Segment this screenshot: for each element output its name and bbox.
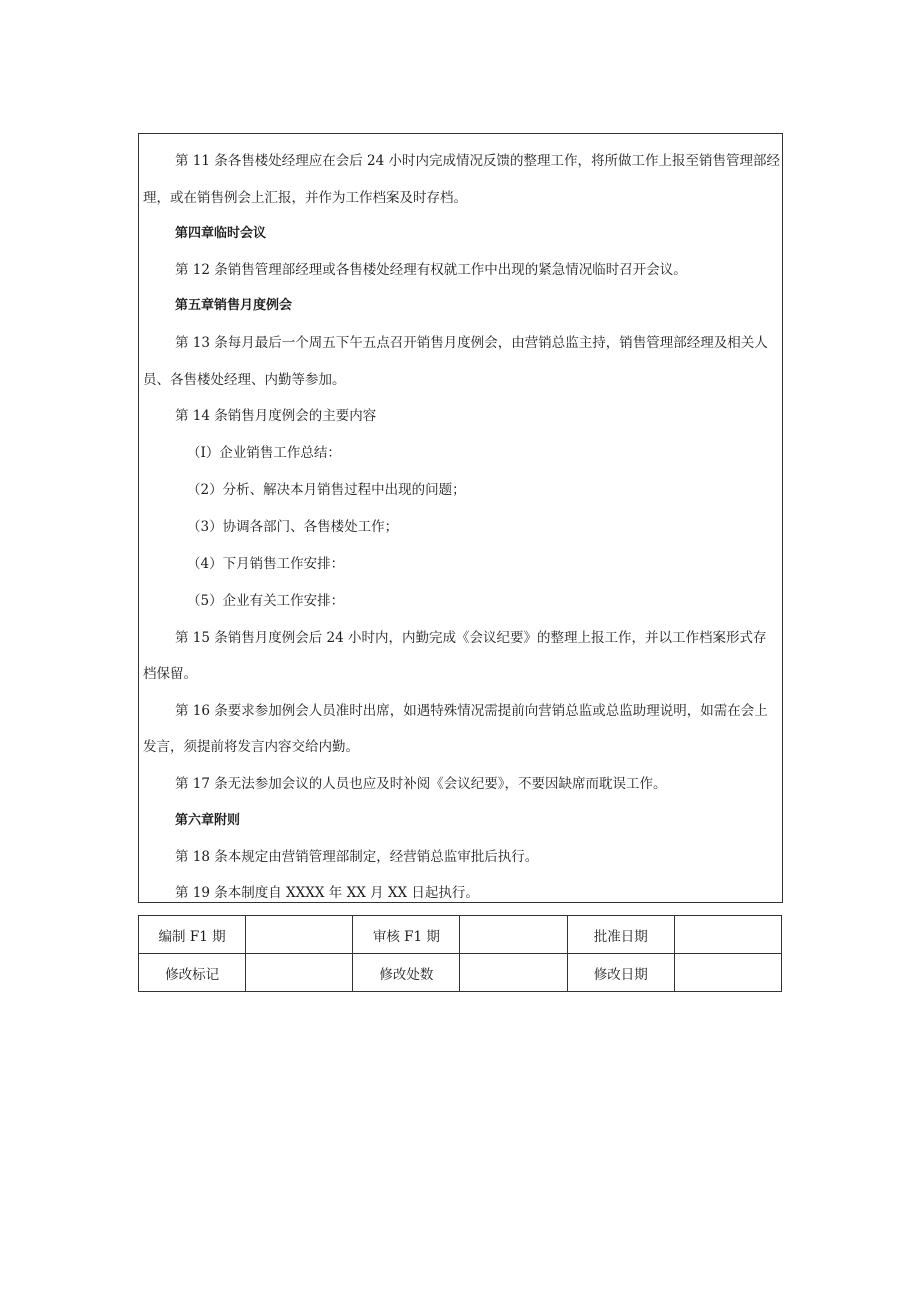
article-19: 第 19 条本制度自 XXXX 年 XX 月 XX 日起执行。 xyxy=(175,885,479,901)
article-12: 第 12 条销售管理部经理或各售楼处经理有权就工作中出现的紧急情况临时召开会议。 xyxy=(175,262,687,278)
revision-count-label: 修改处数 xyxy=(353,954,460,992)
article-16-line-1: 第 16 条要求参加例会人员准时出席，如遇特殊情况需提前向营销总监或总监助理说明，如需在会上 xyxy=(175,703,768,719)
article-17: 第 17 条无法参加会议的人员也应及时补阅《会议纪要》，不要因缺席而耽误工作。 xyxy=(175,776,667,792)
chapter-4-heading: 第四章临时会议 xyxy=(175,226,267,241)
list-item-1: （I）企业销售工作总结： xyxy=(187,445,341,461)
article-13-line-2: 员、各售楼处经理、内勤等参加。 xyxy=(143,372,346,388)
revision-date-label: 修改日期 xyxy=(567,954,674,992)
compile-date-cell xyxy=(246,916,353,954)
chapter-6-heading: 第六章附则 xyxy=(175,813,241,828)
list-item-4: （4）下月销售工作安排： xyxy=(187,556,345,572)
table-row xyxy=(139,954,782,992)
article-11-line-1: 第 11 条各售楼处经理应在会后 24 小时内完成情况反馈的整理工作，将所做工作上报至销售管理部经 xyxy=(175,153,781,169)
approval-date-cell xyxy=(674,916,781,954)
chapter-5-heading: 第五章销售月度例会 xyxy=(175,298,293,313)
article-13-line-1: 第 13 条每月最后一个周五下午五点召开销售月度例会，由营销总监主持，销售管理部经理及相关人 xyxy=(175,335,768,351)
regulation-content-box xyxy=(138,133,783,903)
article-15-line-2: 档保留。 xyxy=(143,666,197,682)
list-item-3: （3）协调各部门、各售楼处工作； xyxy=(187,519,399,535)
compile-date-label: 编制 F1 期 xyxy=(139,916,246,954)
revision-date-cell xyxy=(674,954,781,992)
article-14: 第 14 条销售月度例会的主要内容 xyxy=(175,408,377,424)
article-18: 第 18 条本规定由营销管理部制定，经营销总监审批后执行。 xyxy=(175,849,539,865)
article-16-line-2: 发言，须提前将发言内容交给内勤。 xyxy=(143,739,359,755)
list-item-2: （2）分析、解决本月销售过程中出现的问题； xyxy=(187,482,466,498)
list-item-5: （5）企业有关工作安排： xyxy=(187,593,345,609)
review-date-label: 审核 F1 期 xyxy=(353,916,460,954)
approval-date-label: 批准日期 xyxy=(567,916,674,954)
revision-count-cell xyxy=(460,954,567,992)
table-row xyxy=(139,916,782,954)
article-15-line-1: 第 15 条销售月度例会后 24 小时内，内勤完成《会议纪要》的整理上报工作，并以工作档案形式存 xyxy=(175,630,767,646)
revision-mark-label: 修改标记 xyxy=(139,954,246,992)
approval-record-table xyxy=(138,915,782,992)
revision-mark-cell xyxy=(246,954,353,992)
review-date-cell xyxy=(460,916,567,954)
article-11-line-2: 理，或在销售例会上汇报，并作为工作档案及时存档。 xyxy=(143,190,467,206)
